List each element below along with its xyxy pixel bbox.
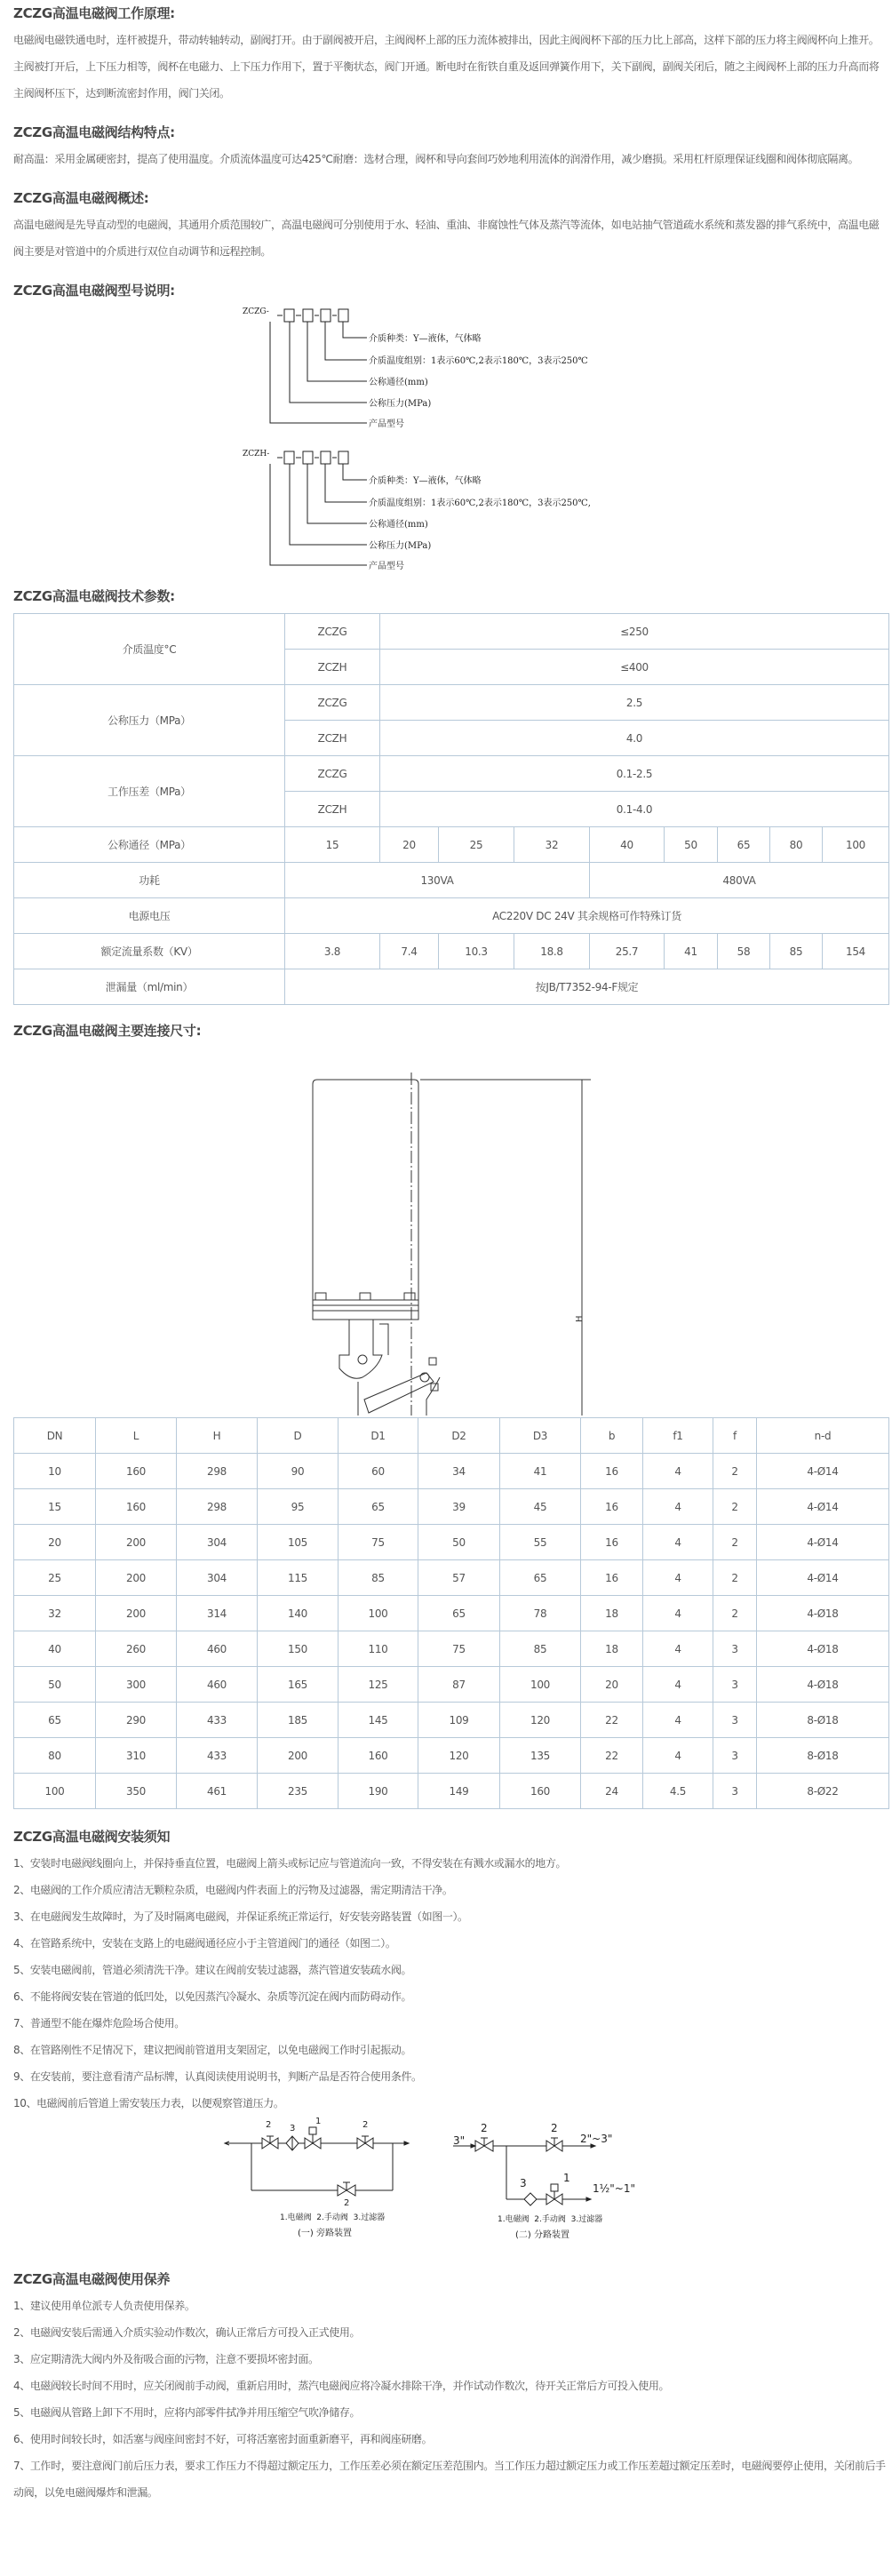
table-cell: 65 xyxy=(500,1560,581,1596)
table-cell: 4-Ø18 xyxy=(757,1596,889,1631)
table-cell: 40 xyxy=(14,1631,96,1667)
list-item: 5、安装电磁阀前，管道必须清洗干净。建议在阀前安装过滤器，蒸汽管道安装疏水阀。 xyxy=(13,1964,412,1976)
model-label-nominal-pressure: 公称压力(MPa) xyxy=(369,399,432,409)
table-cell: 4 xyxy=(643,1631,713,1667)
section-title-install: ZCZG高温电磁阀安装须知 xyxy=(13,1829,171,1845)
table-cell: 2 xyxy=(713,1489,757,1525)
model-label-nominal-pressure-2: 公称压力(MPa) xyxy=(369,541,432,551)
table-row xyxy=(14,934,889,969)
list-item: 6、使用时间较长时，如活塞与阀座间密封不好，可将活塞密封面重新磨平，再和阀座研磨。 xyxy=(13,2433,433,2445)
table-cell: 4-Ø14 xyxy=(757,1489,889,1525)
table-cell: 304 xyxy=(177,1560,258,1596)
table-row xyxy=(14,1560,889,1596)
list-item: 7、普通型不能在爆炸危险场合使用。 xyxy=(13,2017,185,2030)
table-cell: 3 xyxy=(713,1631,757,1667)
table-cell: 3 xyxy=(713,1774,757,1809)
table-cell: 200 xyxy=(96,1596,177,1631)
table-cell: 433 xyxy=(177,1738,258,1774)
list-item: 1、安装时电磁阀线圈向上，并保持垂直位置，电磁阀上箭头或标记应与管道流向一致，不得安装在有溅水或漏水的地方。 xyxy=(13,1857,567,1870)
table-cell: 235 xyxy=(258,1774,338,1809)
value-cell: 154 xyxy=(823,934,889,969)
param-label: 额定流量系数（KV） xyxy=(14,934,285,969)
table-cell: 4 xyxy=(643,1667,713,1703)
column-header: f xyxy=(713,1418,757,1454)
table-cell: 160 xyxy=(96,1454,177,1489)
fig1-label-2a: 2 xyxy=(266,2120,272,2130)
fig1-label-2b: 2 xyxy=(362,2120,369,2130)
table-cell: 95 xyxy=(258,1489,338,1525)
table-cell: 4 xyxy=(643,1738,713,1774)
model-prefix-zczg: ZCZG- xyxy=(243,307,269,316)
param-label: 泄漏量（ml/min） xyxy=(14,969,285,1005)
table-cell: 2 xyxy=(713,1525,757,1560)
value-cell: 80 xyxy=(770,827,823,863)
section-title-model: ZCZG高温电磁阀型号说明: xyxy=(13,283,175,299)
column-header: L xyxy=(96,1418,177,1454)
table-row xyxy=(14,685,889,721)
table-cell: 4 xyxy=(643,1703,713,1738)
model-diagram-graphic xyxy=(13,304,888,579)
table-cell: 110 xyxy=(338,1631,418,1667)
tech-params-table xyxy=(13,613,889,1005)
param-label: 介质温度°C xyxy=(14,614,285,685)
table-cell: 461 xyxy=(177,1774,258,1809)
model-label-temp-group-2: 介质温度组别：1表示60℃,2表示180℃，3表示250℃, xyxy=(369,498,591,508)
table-cell: 140 xyxy=(258,1596,338,1631)
table-row xyxy=(14,898,889,934)
value-cell: 10.3 xyxy=(439,934,514,969)
param-label: 功耗 xyxy=(14,863,285,898)
table-cell: 3 xyxy=(713,1738,757,1774)
table-row xyxy=(14,1454,889,1489)
table-cell: 8-Ø22 xyxy=(757,1774,889,1809)
value-cell: 40 xyxy=(590,827,665,863)
value-cell: 2.5 xyxy=(380,685,889,721)
table-row xyxy=(14,827,889,863)
table-cell: 20 xyxy=(14,1525,96,1560)
table-cell: 200 xyxy=(96,1525,177,1560)
value-cell: 3.8 xyxy=(285,934,380,969)
table-row xyxy=(14,1667,889,1703)
fig2-legend: 1.电磁阀 2.手动阀 3.过滤器 xyxy=(498,2215,603,2224)
value-cell: 41 xyxy=(665,934,718,969)
fig2-label-1: 1 xyxy=(563,2172,570,2184)
piping-diagrams-graphic xyxy=(13,2117,888,2259)
table-cell: 65 xyxy=(338,1489,418,1525)
table-cell: 22 xyxy=(581,1703,643,1738)
table-cell: 18 xyxy=(581,1596,643,1631)
value-cell: 7.4 xyxy=(380,934,439,969)
table-row xyxy=(14,969,889,1005)
table-cell: 433 xyxy=(177,1703,258,1738)
table-cell: 41 xyxy=(500,1454,581,1489)
value-cell: 20 xyxy=(380,827,439,863)
fig1-legend: 1.电磁阀 2.手动阀 3.过滤器 xyxy=(280,2213,386,2222)
install-notes-list xyxy=(13,1850,888,2117)
table-cell: 165 xyxy=(258,1667,338,1703)
model-label-medium-type-2: 介质种类：Y—液体，气体略 xyxy=(369,476,482,486)
model-cell: ZCZG xyxy=(285,685,380,721)
table-row xyxy=(14,1631,889,1667)
section-title-structure: ZCZG高温电磁阀结构特点: xyxy=(13,124,175,140)
section-title-tech: ZCZG高温电磁阀技术参数: xyxy=(13,588,175,604)
table-cell: 260 xyxy=(96,1631,177,1667)
column-header: D3 xyxy=(500,1418,581,1454)
table-header-row xyxy=(14,1418,889,1454)
principle-text: 电磁阀电磁铁通电时，连杆被提升，带动转轴转动，副阀打开。由于副阀被开启，主阀阀杯上部的压力流体被排出，因此主阀阀杯下部的压力比上部高，这样下部的压力将主阀阀杯向上推开。主阀被打开后，上下压力相等，阀杯在电磁力、上下压力作用下，置于平衡状态，阀门开通。断电时在衔铁自重及返回弹簧作用下，关下副阀，副阀关闭后，随之主阀阀杯上部的压力升高而将主阀阀杯压下，达到断流密封作用，阀门关闭。 xyxy=(13,34,880,100)
table-cell: 125 xyxy=(338,1667,418,1703)
table-cell: 298 xyxy=(177,1454,258,1489)
table-cell: 304 xyxy=(177,1525,258,1560)
table-cell: 120 xyxy=(418,1738,500,1774)
table-cell: 90 xyxy=(258,1454,338,1489)
table-cell: 34 xyxy=(418,1454,500,1489)
table-cell: 135 xyxy=(500,1738,581,1774)
list-item: 4、电磁阀较长时间不用时，应关闭阀前手动阀，重新启用时，蒸汽电磁阀应将冷凝水排除干净，并作试动作数次，待开关正常后方可投入使用。 xyxy=(13,2380,670,2392)
table-cell: 4 xyxy=(643,1489,713,1525)
piping-figures xyxy=(13,2117,888,2259)
table-cell: 4 xyxy=(643,1454,713,1489)
value-cell: 85 xyxy=(770,934,823,969)
table-cell: 85 xyxy=(338,1560,418,1596)
value-cell: 按JB/T7352-94-F规定 xyxy=(285,969,889,1005)
table-cell: 4-Ø18 xyxy=(757,1631,889,1667)
table-cell: 57 xyxy=(418,1560,500,1596)
model-label-medium-type: 介质种类：Y—液体，气体略 xyxy=(369,334,482,344)
value-cell: 480VA xyxy=(590,863,889,898)
value-cell: 25 xyxy=(439,827,514,863)
table-row xyxy=(14,1596,889,1631)
fig1-label-1: 1 xyxy=(315,2117,322,2126)
table-cell: 16 xyxy=(581,1525,643,1560)
table-cell: 65 xyxy=(14,1703,96,1738)
table-cell: 8-Ø18 xyxy=(757,1738,889,1774)
table-cell: 8-Ø18 xyxy=(757,1703,889,1738)
model-designation-diagram xyxy=(13,304,888,579)
fig2-label-2a: 2 xyxy=(481,2122,488,2134)
table-cell: 22 xyxy=(581,1738,643,1774)
model-cell: ZCZH xyxy=(285,721,380,756)
model-cell: ZCZH xyxy=(285,650,380,685)
column-header: b xyxy=(581,1418,643,1454)
table-cell: 290 xyxy=(96,1703,177,1738)
model-label-product-model: 产品型号 xyxy=(369,419,404,429)
table-cell: 4.5 xyxy=(643,1774,713,1809)
value-cell: 130VA xyxy=(285,863,590,898)
list-item: 7、工作时，要注意阀门前后压力表，要求工作压力不得超过额定压力，工作压差必须在额定压差范围内。当工作压力超过额定压力或工作压差超过额定压差时，电磁阀要停止使用，关闭前后手动阀，以免电磁阀爆炸和泄漏。 xyxy=(13,2460,886,2499)
table-cell: 25 xyxy=(14,1560,96,1596)
column-header: DN xyxy=(14,1418,96,1454)
valve-drawing-graphic xyxy=(13,1044,888,1416)
table-cell: 2 xyxy=(713,1596,757,1631)
list-item: 2、电磁阀安装后需通入介质实验动作数次，确认正常后方可投入正式使用。 xyxy=(13,2326,361,2339)
value-cell: 65 xyxy=(718,827,770,863)
table-cell: 50 xyxy=(418,1525,500,1560)
table-cell: 32 xyxy=(14,1596,96,1631)
table-cell: 105 xyxy=(258,1525,338,1560)
table-cell: 50 xyxy=(14,1667,96,1703)
param-label: 公称通径（MPa） xyxy=(14,827,285,863)
table-cell: 4-Ø18 xyxy=(757,1667,889,1703)
table-cell: 200 xyxy=(96,1560,177,1596)
param-label: 公称压力（MPa） xyxy=(14,685,285,756)
overview-text: 高温电磁阀是先导直动型的电磁阀，其通用介质范围较广，高温电磁阀可分别使用于水、轻油、重油、非腐蚀性气体及蒸汽等流体，如电站抽气管道疏水系统和蒸发器的排气系统中，高温电磁阀主要是对管道中的介质进行双位自动调节和远程控制。 xyxy=(13,219,880,258)
model-label-product-model-2: 产品型号 xyxy=(369,562,404,571)
table-cell: 10 xyxy=(14,1454,96,1489)
table-cell: 310 xyxy=(96,1738,177,1774)
table-cell: 314 xyxy=(177,1596,258,1631)
fig2-caption: (二) 分路装置 xyxy=(515,2230,569,2240)
drawing-label-H: H xyxy=(575,1315,585,1322)
table-cell: 24 xyxy=(581,1774,643,1809)
value-cell: 25.7 xyxy=(590,934,665,969)
table-cell: 460 xyxy=(177,1631,258,1667)
value-cell: 50 xyxy=(665,827,718,863)
table-cell: 55 xyxy=(500,1525,581,1560)
table-row xyxy=(14,863,889,898)
table-cell: 18 xyxy=(581,1631,643,1667)
value-cell: 4.0 xyxy=(380,721,889,756)
model-prefix-zczh: ZCZH- xyxy=(243,450,270,459)
value-cell: 100 xyxy=(823,827,889,863)
list-item: 8、在管路刚性不足情况下，建议把阀前管道用支架固定，以免电磁阀工作时引起振动。 xyxy=(13,2044,412,2056)
fig2-inlet-size: 3" xyxy=(453,2134,466,2147)
table-cell: 39 xyxy=(418,1489,500,1525)
list-item: 9、在安装前，要注意看清产品标牌，认真阅读使用说明书，判断产品是否符合使用条件。 xyxy=(13,2070,422,2083)
table-cell: 115 xyxy=(258,1560,338,1596)
model-cell: ZCZG xyxy=(285,756,380,792)
table-cell: 16 xyxy=(581,1454,643,1489)
table-cell: 185 xyxy=(258,1703,338,1738)
table-cell: 60 xyxy=(338,1454,418,1489)
table-row xyxy=(14,614,889,650)
list-item: 2、电磁阀的工作介质应清洁无颗粒杂质，电磁阀内件表面上的污物及过滤器，需定期清洁干净。 xyxy=(13,1884,453,1896)
table-cell: 160 xyxy=(96,1489,177,1525)
model-cell: ZCZG xyxy=(285,614,380,650)
table-cell: 4 xyxy=(643,1560,713,1596)
model-label-nominal-diameter-2: 公称通径(mm) xyxy=(369,520,428,530)
section-title-maintenance: ZCZG高温电磁阀使用保养 xyxy=(13,2271,171,2287)
table-cell: 4 xyxy=(643,1525,713,1560)
value-cell: 32 xyxy=(514,827,590,863)
table-cell: 100 xyxy=(500,1667,581,1703)
valve-dimension-drawing xyxy=(13,1044,888,1416)
column-header: D xyxy=(258,1418,338,1454)
table-cell: 150 xyxy=(258,1631,338,1667)
value-cell: 18.8 xyxy=(514,934,590,969)
value-cell: 15 xyxy=(285,827,380,863)
table-row xyxy=(14,1774,889,1809)
value-cell: AC220V DC 24V 其余规格可作特殊订货 xyxy=(285,898,889,934)
table-cell: 75 xyxy=(418,1631,500,1667)
column-header: f1 xyxy=(643,1418,713,1454)
table-row xyxy=(14,1489,889,1525)
model-label-nominal-diameter: 公称通径(mm) xyxy=(369,378,428,387)
table-cell: 15 xyxy=(14,1489,96,1525)
model-cell: ZCZH xyxy=(285,792,380,827)
column-header: D2 xyxy=(418,1418,500,1454)
table-row xyxy=(14,756,889,792)
list-item: 3、在电磁阀发生故障时，为了及时隔离电磁阀，并保证系统正常运行，好安装旁路装置（如图一）。 xyxy=(13,1910,468,1923)
dimension-table-body xyxy=(14,1454,889,1809)
table-row xyxy=(14,1738,889,1774)
list-item: 6、不能将阀安装在管道的低凹处，以免因蒸汽冷凝水、杂质等沉淀在阀内而防碍动作。 xyxy=(13,1990,412,2003)
table-cell: 87 xyxy=(418,1667,500,1703)
table-cell: 78 xyxy=(500,1596,581,1631)
list-item: 10、电磁阀前后管道上需安装压力表，以便观察管道压力。 xyxy=(13,2097,284,2109)
table-cell: 3 xyxy=(713,1703,757,1738)
table-cell: 200 xyxy=(258,1738,338,1774)
table-cell: 149 xyxy=(418,1774,500,1809)
table-cell: 3 xyxy=(713,1667,757,1703)
list-item: 1、建议使用单位派专人负责使用保养。 xyxy=(13,2300,195,2312)
table-cell: 4 xyxy=(643,1596,713,1631)
fig1-label-2c: 2 xyxy=(344,2198,350,2208)
column-header: n-d xyxy=(757,1418,889,1454)
table-cell: 20 xyxy=(581,1667,643,1703)
param-label: 工作压差（MPa） xyxy=(14,756,285,827)
list-item: 4、在管路系统中，安装在支路上的电磁阀通径应小于主管道阀门的通径（如图二）。 xyxy=(13,1937,396,1950)
table-cell: 75 xyxy=(338,1525,418,1560)
value-cell: 0.1-4.0 xyxy=(380,792,889,827)
structure-text: 耐高温：采用金属硬密封，提高了使用温度。介质流体温度可达425℃耐磨：选材合理，阀杯和导向套间巧妙地利用流体的润滑作用，减少磨损。采用杠杆原理保证线圈和阀体彻底隔离。 xyxy=(13,153,859,165)
table-cell: 2 xyxy=(713,1560,757,1596)
fig2-outlet-top: 2"~3" xyxy=(580,2133,613,2145)
value-cell: 0.1-2.5 xyxy=(380,756,889,792)
table-cell: 85 xyxy=(500,1631,581,1667)
param-label: 电源电压 xyxy=(14,898,285,934)
table-cell: 4-Ø14 xyxy=(757,1454,889,1489)
table-cell: 2 xyxy=(713,1454,757,1489)
table-cell: 4-Ø14 xyxy=(757,1560,889,1596)
table-cell: 190 xyxy=(338,1774,418,1809)
table-cell: 109 xyxy=(418,1703,500,1738)
table-cell: 160 xyxy=(500,1774,581,1809)
value-cell: 58 xyxy=(718,934,770,969)
table-cell: 80 xyxy=(14,1738,96,1774)
column-header: H xyxy=(177,1418,258,1454)
section-title-overview: ZCZG高温电磁阀概述: xyxy=(13,190,149,206)
list-item: 3、应定期清洗大阀内外及衔吸合面的污物，注意不要损坏密封面。 xyxy=(13,2353,319,2365)
value-cell: ≤400 xyxy=(380,650,889,685)
value-cell: ≤250 xyxy=(380,614,889,650)
table-cell: 120 xyxy=(500,1703,581,1738)
maintenance-notes-list xyxy=(13,2293,888,2506)
section-title-dims: ZCZG高温电磁阀主要连接尺寸: xyxy=(13,1023,202,1039)
table-row xyxy=(14,1525,889,1560)
table-cell: 145 xyxy=(338,1703,418,1738)
table-cell: 100 xyxy=(338,1596,418,1631)
section-title-principle: ZCZG高温电磁阀工作原理: xyxy=(13,5,175,21)
table-cell: 16 xyxy=(581,1560,643,1596)
table-cell: 298 xyxy=(177,1489,258,1525)
table-cell: 460 xyxy=(177,1667,258,1703)
dimension-table xyxy=(13,1417,889,1809)
fig2-label-3: 3 xyxy=(520,2177,527,2189)
list-item: 5、电磁阀从管路上卸下不用时，应将内部零件拭净并用压缩空气吹净储存。 xyxy=(13,2406,361,2419)
fig1-label-3: 3 xyxy=(290,2124,296,2133)
fig1-caption: (一) 旁路装置 xyxy=(298,2229,352,2238)
table-cell: 65 xyxy=(418,1596,500,1631)
table-cell: 350 xyxy=(96,1774,177,1809)
table-cell: 160 xyxy=(338,1738,418,1774)
fig2-outlet-bottom: 1½"~1" xyxy=(593,2182,635,2195)
table-row xyxy=(14,1703,889,1738)
table-cell: 16 xyxy=(581,1489,643,1525)
table-cell: 100 xyxy=(14,1774,96,1809)
column-header: D1 xyxy=(338,1418,418,1454)
table-cell: 4-Ø14 xyxy=(757,1525,889,1560)
table-cell: 300 xyxy=(96,1667,177,1703)
table-cell: 45 xyxy=(500,1489,581,1525)
fig2-label-2b: 2 xyxy=(551,2122,558,2134)
model-label-temp-group: 介质温度组别：1表示60℃,2表示180℃，3表示250℃ xyxy=(369,356,588,366)
